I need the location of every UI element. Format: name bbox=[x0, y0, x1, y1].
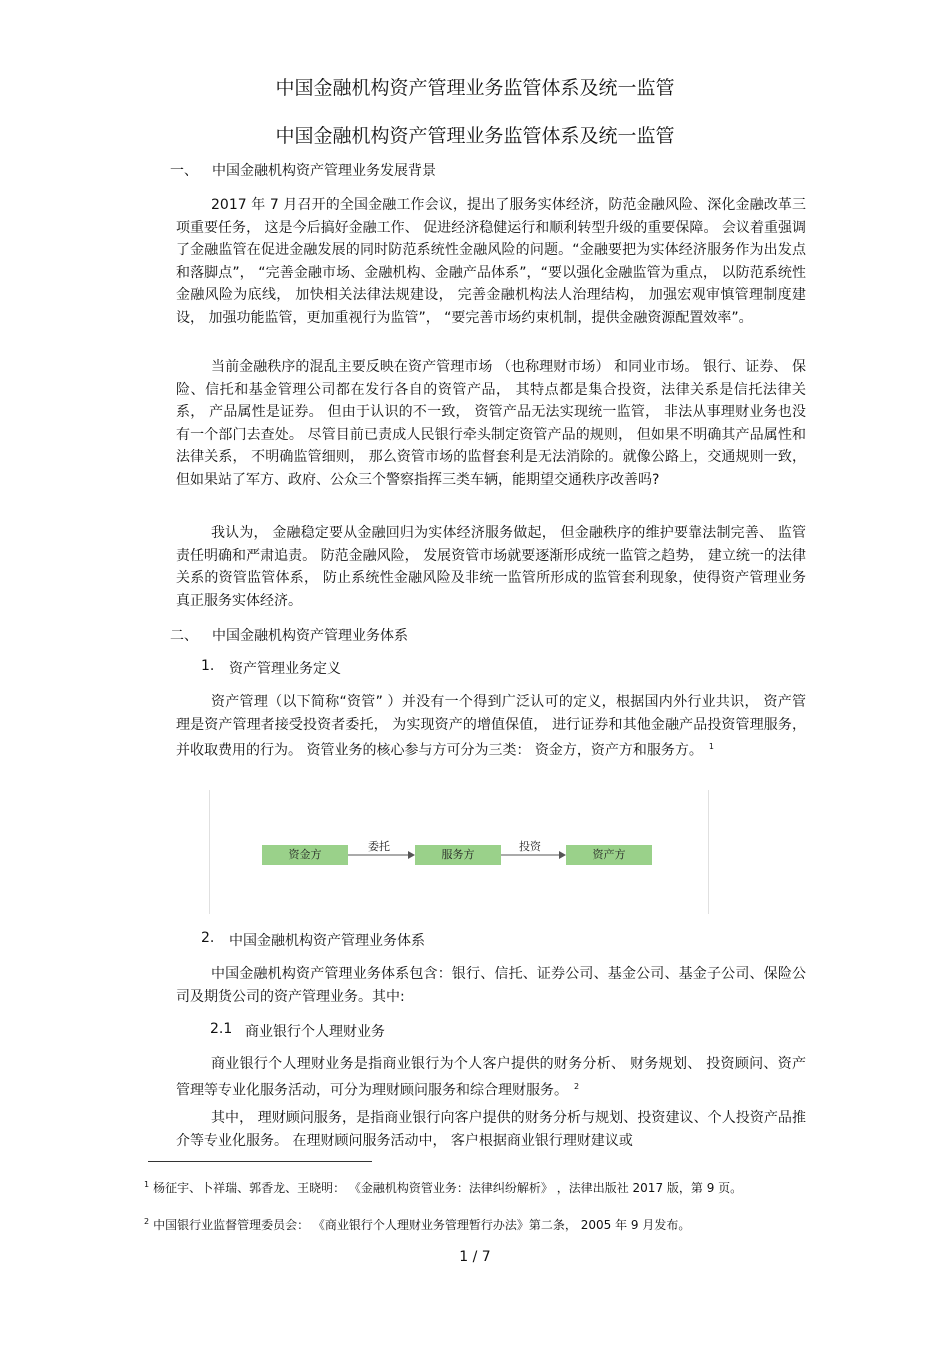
paragraph-3 bbox=[176, 522, 806, 612]
paragraph-4-text: 资产管理（以下简称“资管” ）并没有一个得到广泛认可的定义，根据国内外行业共识， 资产管理是资产管理者接受投资者委托， 为实现资产的增值保值， 进行证券和其他金融产品投资管理服务， 并收取费用的行为。 资管业务的核心参与方可分为三类： 资金方，资产方和服务方。 bbox=[176, 694, 806, 759]
service-party-node: 服务方 bbox=[415, 845, 501, 865]
section-1-heading: 中国金融机构资产管理业务发展背景 bbox=[212, 163, 436, 179]
paragraph-2 bbox=[176, 356, 806, 491]
subsection-2-number: 2. bbox=[201, 930, 215, 946]
document-title-line1: 中国金融机构资产管理业务监管体系及统一监管 bbox=[275, 77, 675, 99]
paragraph-7 bbox=[176, 1107, 806, 1152]
footnote-2-mark: 2 bbox=[144, 1217, 150, 1226]
paragraph-3-text: 我认为， 金融稳定要从金融回归为实体经济服务做起， 但金融秩序的维护要靠法制完善、 监管责任明确和严肃追责。 防范金融风险， 发展资管市场就要逐渐形成统一监管之趋势， 建立统一的法律关系的资管监管体系， 防止系统性金融风险及非统一监管所形成的监管套利现象，使得资产管理业务真正服务实体经济。 bbox=[176, 525, 806, 609]
footnote-2 bbox=[144, 1212, 804, 1235]
paragraph-1 bbox=[176, 194, 806, 329]
paragraph-6-text: 商业银行个人理财业务是指商业银行为个人客户提供的财务分析、 财务规划、 投资顾问、资产管理等专业化服务活动，可分为理财顾问服务和综合理财服务。 bbox=[176, 1056, 806, 1099]
invest-label: 投资 bbox=[519, 840, 541, 853]
footnote-1 bbox=[144, 1175, 804, 1198]
subsection-2-heading: 中国金融机构资产管理业务体系 bbox=[229, 933, 425, 949]
paragraph-7-text: 其中， 理财顾问服务，是指商业银行向客户提供的财务分析与规划、投资建议、个人投资产品推介等专业化服务。 在理财顾问服务活动中， 客户根据商业银行理财建议或 bbox=[176, 1110, 806, 1149]
footnote-2-text: 中国银行业监督管理委员会： 《商业银行个人理财业务管理暂行办法》第二条， 2005 年 9 月发布。 bbox=[153, 1218, 691, 1232]
paragraph-2-text: 当前金融秩序的混乱主要反映在资产管理市场 （也称理财市场） 和同业市场。 银行、证券、 保险、信托和基金管理公司都在发行各自的资管产品， 其特点都是集合投资，法律关系是信托法律关系， 产品属性是证券。 但由于认识的不一致， 资管产品无法实现统一监管， 非法从事理财业务也没有一个部门去查处。 尽管目前已责成人民银行牵头制定资管产品的规则， 但如果不明确其产品属性和法律关系， 不明确监管细则， 那么资管市场的监督套利是无法消除的。就像公路上，交通规则一致，但如果站了军方、政府、公众三个警察指挥三类车辆，能期望交通秩序改善吗? bbox=[176, 359, 806, 488]
section-2-number: 二、 bbox=[170, 628, 198, 644]
subsection-2-1-number: 2.1 bbox=[210, 1021, 233, 1037]
page-number: 1 / 7 bbox=[459, 1249, 491, 1265]
footnote-ref-2: 2 bbox=[574, 1081, 580, 1091]
footnote-divider bbox=[148, 1161, 372, 1162]
subsection-2-1-heading: 商业银行个人理财业务 bbox=[245, 1024, 385, 1040]
subsection-1-heading: 资产管理业务定义 bbox=[229, 661, 341, 677]
asset-management-flow-diagram bbox=[209, 790, 709, 914]
subsection-1-number: 1. bbox=[201, 658, 215, 674]
paragraph-6 bbox=[176, 1053, 806, 1102]
funding-party-node: 资金方 bbox=[262, 845, 348, 865]
section-2-heading: 中国金融机构资产管理业务体系 bbox=[212, 628, 408, 644]
section-1-number: 一、 bbox=[170, 163, 198, 179]
footnote-ref-1: 1 bbox=[708, 742, 714, 751]
paragraph-5-text: 中国金融机构资产管理业务体系包含：银行、信托、证券公司、基金公司、基金子公司、保险公司及期货公司的资产管理业务。其中: bbox=[176, 966, 806, 1005]
paragraph-4 bbox=[176, 691, 806, 762]
paragraph-1-text: 2017 年 7 月召开的全国金融工作会议，提出了服务实体经济，防范金融风险、深化金融改革三项重要任务， 这是今后搞好金融工作、 促进经济稳健运行和顺利转型升级的重要保障。 会议着重强调了金融监管在促进金融发展的同时防范系统性金融风险的问题。“金融要把为实体经济服务作为出发点和落脚点”， “完善金融市场、金融机构、金融产品体系”，“要以强化金融监管为重点， 以防范系统性金融风险为底线， 加快相关法律法规建设， 完善金融机构法人治理结构， 加强宏观审慎管理制度建设， 加强功能监管，更加重视行为监管”， “要完善市场约束机制，提供金融资源配置效率”。 bbox=[176, 197, 806, 326]
paragraph-5 bbox=[176, 963, 806, 1008]
footnote-1-text: 杨征宇、卜祥瑞、郭香龙、王晓明： 《金融机构资管业务：法律纠纷解析》 ，法律出版社 2017 版，第 9 页。 bbox=[153, 1181, 743, 1195]
asset-party-node: 资产方 bbox=[566, 845, 652, 865]
footnote-1-mark: 1 bbox=[144, 1180, 150, 1189]
document-title-line2: 中国金融机构资产管理业务监管体系及统一监管 bbox=[275, 125, 675, 147]
entrust-label: 委托 bbox=[368, 840, 390, 853]
